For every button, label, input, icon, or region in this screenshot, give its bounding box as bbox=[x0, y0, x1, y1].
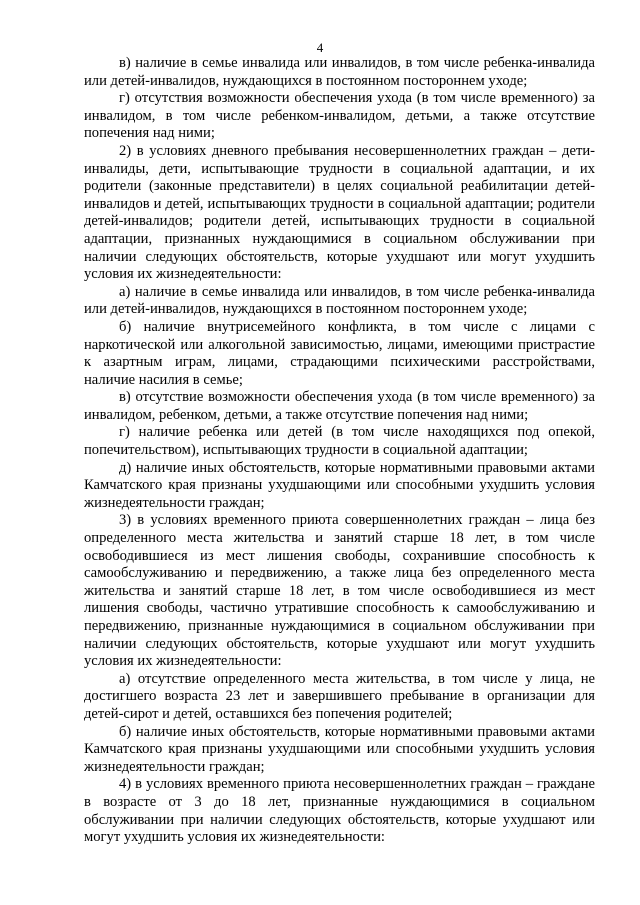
paragraph: д) наличие иных обстоятельств, которые нормативными правовыми актами Камчатского края признаны ухудшающими или способными ухудшить условия жизнедеятельности граждан; bbox=[84, 459, 595, 511]
paragraph: в) отсутствие возможности обеспечения ухода (в том числе временного) за инвалидом, ребенком, детьми, а также отсутствие попечения над ними; bbox=[84, 389, 595, 423]
paragraph: а) наличие в семье инвалида или инвалидов, в том числе ребенка-инвалида или детей-инвалидов, нуждающихся в постоянном постороннем уходе; bbox=[84, 283, 595, 318]
paragraph: г) отсутствия возможности обеспечения ухода (в том числе временного) за инвалидом, в том числе ребенком-инвалидом, детьми, а также отсутствие попечения над ними; bbox=[84, 90, 595, 142]
document-body bbox=[84, 55, 595, 847]
paragraph: в) наличие в семье инвалида или инвалидов, в том числе ребенка-инвалида или детей-инвалидов, нуждающихся в постоянном постороннем уходе; bbox=[84, 55, 595, 89]
paragraph: б) наличие иных обстоятельств, которые нормативными правовыми актами Камчатского края признаны ухудшающими или способными ухудшить условия жизнедеятельности граждан; bbox=[84, 723, 595, 775]
paragraph: г) наличие ребенка или детей (в том числе находящихся под опекой, попечительством), испытывающих трудности в социальной адаптации; bbox=[84, 424, 595, 459]
paragraph: а) отсутствие определенного места жительства, в том числе у лица, не достигшего возраста 23 лет и завершившего пребывание в организации для детей-сирот и детей, оставшихся без попечения родителей; bbox=[84, 670, 595, 722]
paragraph: б) наличие внутрисемейного конфликта, в том числе с лицами с наркотической или алкогольной зависимостью, лицами, имеющими пристрастие к азартным играм, лицами, страдающими психическими расстройствами, наличие насилия в семье; bbox=[84, 318, 595, 388]
paragraph: 3) в условиях временного приюта совершеннолетних граждан – лица без определенного места жительства и занятий старше 18 лет, в том числе освободившиеся из мест лишения свободы, сохранившие способность к самообслуживанию и передвижению, а также лица без определенного места жительства и занятий старше 18 лет, в том числе освободившиеся из мест лишения свободы, частично утратившие способность к самообслуживанию и передвижению, признанные нуждающимися в социальном обслуживании при наличии следующих обстоятельств, которые ухудшают или могут ухудшить условия их жизнедеятельности: bbox=[84, 512, 595, 670]
paragraph: 2) в условиях дневного пребывания несовершеннолетних граждан – дети-инвалиды, дети, испытывающие трудности в социальной адаптации, и их родители (законные представители) в целях социальной реабилитации детей-инвалидов и детей, испытывающих трудности в социальной адаптации; родители детей-инвалидов; родители детей, испытывающих трудности в социальной адаптации, признанных нуждающимися в социальном обслуживании при наличии следующих обстоятельств, которые ухудшают или могут ухудшить условия их жизнедеятельности: bbox=[84, 142, 595, 283]
page-number: 4 bbox=[316, 40, 324, 55]
paragraph: 4) в условиях временного приюта несовершеннолетних граждан – граждане в возрасте от 3 до 18 лет, признанные нуждающимися в социальном обслуживании при наличии следующих обстоятельств, которые ухудшают или могут ухудшить условия их жизнедеятельности: bbox=[84, 776, 595, 846]
